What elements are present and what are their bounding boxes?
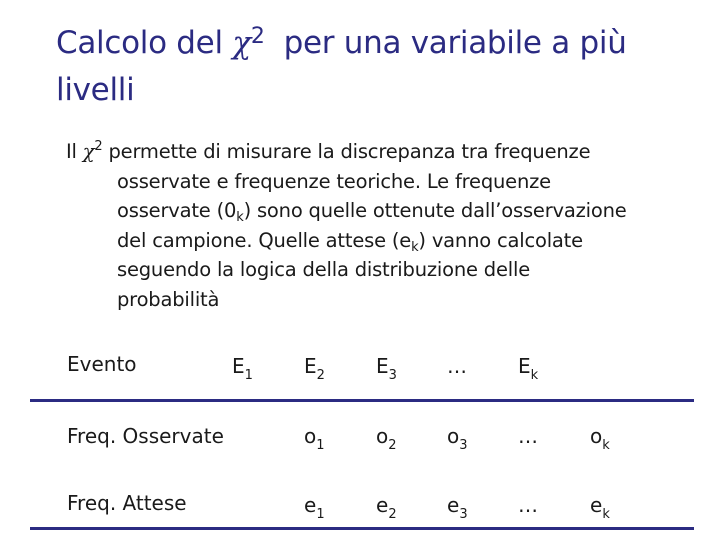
table-cell: $e_1$ xyxy=(304,493,325,522)
body-line-4: del campione. Quelle attese $(e_k)$ vanno calcolate xyxy=(117,228,583,255)
table-cell: $o_k$ xyxy=(590,424,610,453)
table-cell: $o_3$ xyxy=(447,424,468,453)
table-cell: $e_2$ xyxy=(376,493,397,522)
table-cell: … xyxy=(518,493,538,517)
table-cell: $o_2$ xyxy=(376,424,397,453)
body-line-5: seguendo la logica della distribuzione delle xyxy=(117,258,531,281)
title-line-1: Calcolo del $\chi^2$ per una variabile a più xyxy=(56,24,627,61)
table-row-label: Freq. Osservate xyxy=(67,424,224,448)
table-header-divider xyxy=(30,399,694,402)
table-header-label: Evento xyxy=(67,352,137,376)
title-superscript: 2 xyxy=(250,24,265,49)
body-line-3: osservate $(0_k)$ sono quelle ottenute dall’osservazione xyxy=(117,199,627,225)
table-header-cell: $E_2$ xyxy=(304,354,325,383)
table-header-cell: $E_3$ xyxy=(376,354,397,383)
table-cell: $e_k$ xyxy=(590,493,610,522)
chi-symbol: χ xyxy=(82,140,95,163)
table-row-label: Freq. Attese xyxy=(67,491,187,515)
slide-title xyxy=(56,20,696,114)
table-cell: $e_3$ xyxy=(447,493,468,522)
chi-symbol: χ xyxy=(232,25,251,61)
body-paragraph xyxy=(66,137,686,314)
table-bottom-divider xyxy=(30,527,694,530)
body-line-1: Il $\chi^2$ permette di misurare la discrepanza tra frequenze xyxy=(66,139,591,163)
table-cell: … xyxy=(518,424,538,448)
title-line-2: livelli xyxy=(56,72,135,108)
table-header-cell: $E_k$ xyxy=(518,354,539,383)
table-header-cell: … xyxy=(447,354,467,378)
body-line-2: osservate e frequenze teoriche. Le frequenze xyxy=(117,169,551,193)
table-header-cell: $E_1$ xyxy=(232,354,253,383)
table-cell: $o_1$ xyxy=(304,424,325,453)
body-line-6: probabilità xyxy=(117,287,220,311)
